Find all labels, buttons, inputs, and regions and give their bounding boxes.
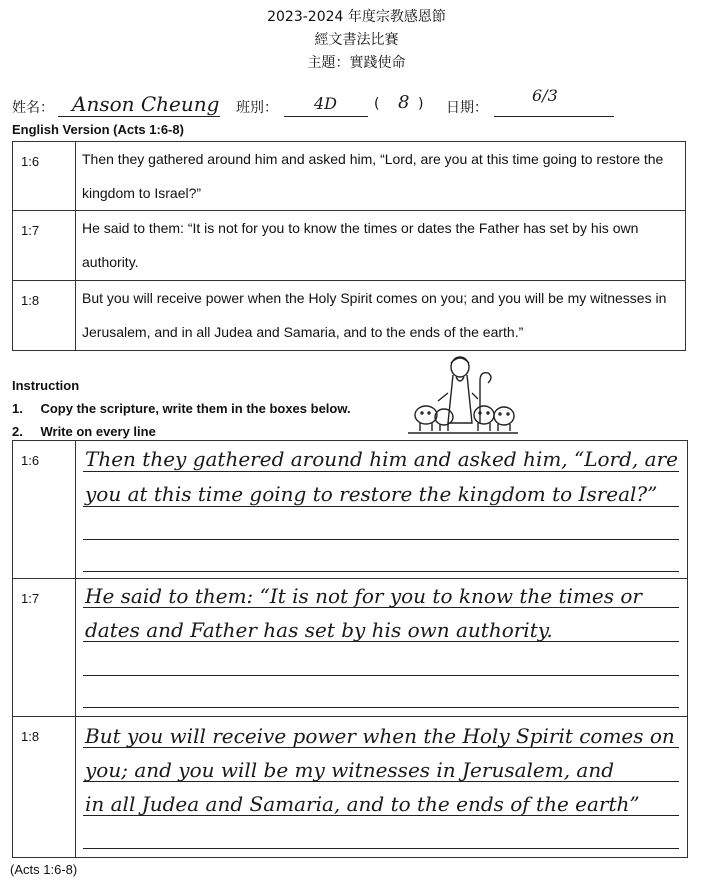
column-divider xyxy=(75,717,76,857)
instruction-item xyxy=(12,424,156,439)
writing-line[interactable] xyxy=(83,848,679,849)
writing-line[interactable] xyxy=(83,707,679,708)
handwritten-line: dates and Father has set by his own authority. xyxy=(85,618,553,642)
class-value: 4D xyxy=(314,94,338,113)
handwritten-line: But you will receive power when the Holy Spirit comes on xyxy=(85,724,675,748)
verse-number: 1:7 xyxy=(21,591,40,606)
contest-theme: 主題：實踐使命 xyxy=(307,55,406,71)
english-version-label: English Version (Acts 1:6-8) xyxy=(12,122,184,137)
number-value[interactable]: 8 xyxy=(398,92,410,113)
writing-line[interactable] xyxy=(83,675,679,676)
handwriting-box[interactable] xyxy=(12,716,688,858)
column-divider xyxy=(75,441,76,578)
table-row xyxy=(13,211,686,281)
handwritten-line: you; and you will be my witnesses in Jerusalem, and xyxy=(85,758,615,782)
handwriting-box[interactable] xyxy=(12,578,688,717)
verse-number: 1:6 xyxy=(21,453,40,468)
handwritten-line: you at this time going to restore the kingdom to Isreal?” xyxy=(85,482,658,506)
table-row xyxy=(13,281,686,351)
reference-table xyxy=(12,141,686,351)
instruction-text: Write on every line xyxy=(40,424,156,439)
handwriting-box[interactable] xyxy=(12,440,688,579)
verse-text: He said to them: “It is not for you to know the times or dates the Father has set by his own authority. xyxy=(76,211,686,281)
verse-number: 1:8 xyxy=(21,729,40,744)
date-value: 6/3 xyxy=(532,86,558,105)
instruction-text: Copy the scripture, write them in the boxes below. xyxy=(40,401,351,416)
name-label: 姓名： xyxy=(12,100,54,116)
verse-number: 1:6 xyxy=(13,142,76,211)
contest-year-title: 2023-2024 年度宗教感恩節 xyxy=(267,9,446,25)
class-field[interactable] xyxy=(284,94,368,117)
verse-number: 1:8 xyxy=(13,281,76,351)
verse-text: But you will receive power when the Holy Spirit comes on you; and you will be my witnesses in Jerusalem, and in all Judea and Samaria, and to the ends of the earth.” xyxy=(76,281,686,351)
instruction-number: 2. xyxy=(12,424,23,439)
column-divider xyxy=(75,579,76,716)
name-field[interactable] xyxy=(58,94,220,117)
instruction-number: 1. xyxy=(12,401,23,416)
handwritten-line: He said to them: “It is not for you to know the times or xyxy=(85,584,642,608)
writing-line[interactable] xyxy=(83,571,679,572)
contest-name: 經文書法比賽 xyxy=(314,32,399,48)
shepherd-with-sheep-illustration xyxy=(408,353,518,439)
writing-line[interactable] xyxy=(83,471,679,472)
handwritten-line: Then they gathered around him and asked him, “Lord, are xyxy=(85,447,678,471)
date-label: 日期： xyxy=(446,100,488,116)
class-label: 班別： xyxy=(236,100,278,116)
handwritten-line: in all Judea and Samaria, and to the ends of the earth” xyxy=(85,792,640,816)
date-field[interactable] xyxy=(494,86,614,117)
writing-line[interactable] xyxy=(83,539,679,540)
name-value: Anson Cheung xyxy=(72,92,220,116)
verse-text: Then they gathered around him and asked him, “Lord, are you at this time going to restore the kingdom to Israel?” xyxy=(76,142,686,211)
number-close-paren: ) xyxy=(418,96,424,112)
verse-number: 1:7 xyxy=(13,211,76,281)
instruction-title: Instruction xyxy=(12,378,80,393)
writing-line[interactable] xyxy=(83,506,679,507)
footer-reference: (Acts 1:6-8) xyxy=(10,862,78,877)
table-row xyxy=(13,142,686,211)
number-open-paren: ( xyxy=(374,96,380,112)
instruction-item xyxy=(12,401,351,416)
